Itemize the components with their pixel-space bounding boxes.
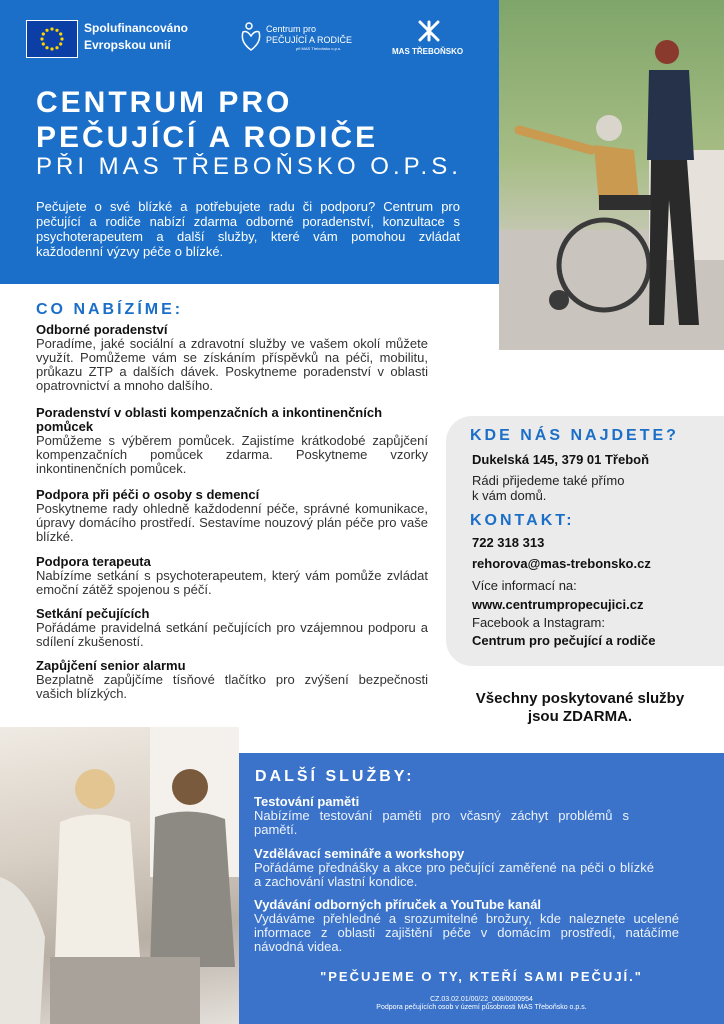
service-item — [36, 406, 428, 476]
service-description: Pořádáme pravidelná setkání pečujících pro vzájemnou podporu a sdílení zkušeností. — [36, 620, 428, 649]
intro-paragraph: Pečujete o své blízké a potřebujete radu či podporu? Centrum pro pečující a rodiče nabízí zdarma odborné poradenství, konzultace s psychoterapeutem a další služby, které vám pomohou zvládat každodenní výzvy péče o blízké. — [36, 199, 460, 259]
slogan: "PEČUJEME O TY, KTEŘÍ SAMI PEČUJÍ." — [320, 969, 643, 984]
service-title: Zapůjčení senior alarmu — [36, 658, 186, 673]
more-info-label: Více informací na: — [472, 578, 577, 593]
email-link[interactable]: rehorova@mas-trebonsko.cz — [472, 556, 651, 571]
service-item — [36, 488, 428, 544]
offer-heading: CO NABÍZÍME: — [36, 301, 184, 318]
service-description: Poradíme, jaké sociální a zdravotní služby ve vašem okolí můžete využít. Pomůžeme vám se získáním příspěvků na péči, mobilitu, průkazu ZTP a dalších dávek. Poskytneme poradenství v oblasti opatrovnictví a mnoho dalšího. — [36, 336, 428, 393]
website-link[interactable]: www.centrumpropecujici.cz — [472, 597, 644, 612]
social-label: Facebook a Instagram: — [472, 615, 605, 630]
service-title: Podpora při péči o osoby s demencí — [36, 487, 260, 502]
service-title: Podpora terapeuta — [36, 554, 151, 569]
location-heading: KDE NÁS NAJDETE? — [470, 427, 679, 444]
service-item — [36, 607, 428, 649]
service-description: Pomůžeme s výběrem pomůcek. Zajistíme krátkodobé zapůjčení kompenzačních pomůcek zdarma. Poskytneme vzorky inkontinenčních pomůcek. — [36, 433, 428, 476]
page-title: CENTRUM PRO PEČUJÍCÍ A RODIČE — [36, 86, 379, 154]
service-description: Bezplatně zapůjčíme tísňové tlačítko pro zvýšení bezpečnosti vašich blízkých. — [36, 672, 428, 701]
more-service-item — [254, 898, 679, 954]
more-service-description: Nabízíme testování paměti pro včasný záchyt problémů s pamětí. — [254, 808, 629, 837]
centrum-logo-icon — [240, 22, 262, 52]
service-title: Setkání pečujících — [36, 606, 150, 621]
more-service-item — [254, 795, 679, 837]
consultation-photo — [0, 727, 239, 1024]
wheelchair-photo — [499, 0, 724, 350]
more-service-title: Testování paměti — [254, 794, 360, 809]
more-services-heading: DALŠÍ SLUŽBY: — [255, 768, 415, 785]
more-service-item — [254, 847, 679, 889]
social-name[interactable]: Centrum pro pečující a rodiče — [472, 633, 656, 648]
more-service-description: Vydáváme přehledné a srozumitelné brožury, kde naleznete ucelené informace z oblasti zajištění péče v domácím prostředí, natáčíme návodná videa. — [254, 911, 679, 954]
more-service-description: Pořádáme přednášky a akce pro pečující zaměřené na péči o blízké a zachování vlastní kondice. — [254, 860, 654, 889]
service-item — [36, 659, 428, 701]
service-description: Poskytneme rady ohledně každodenní péče, správné komunikace, úpravy domácího prostředí. Sestavíme nouzový plán péče pro vaše blízké. — [36, 501, 428, 544]
page-subtitle: PŘI MAS TŘEBOŇSKO O.P.S. — [36, 153, 462, 180]
eu-cofinancing-label: Spolufinancováno Evropskou unií — [84, 21, 189, 52]
service-description: Nabízíme setkání s psychoterapeutem, který vám pomůže zvládat emoční zátěž spojenou s péčí. — [36, 568, 428, 597]
contact-heading: KONTAKT: — [470, 512, 575, 529]
more-service-title: Vzdělávací semináře a workshopy — [254, 846, 465, 861]
centrum-logo-text: Centrum pro PEČUJÍCÍ A RODIČE — [266, 24, 353, 45]
more-service-title: Vydávání odborných příruček a YouTube kanál — [254, 897, 542, 912]
service-item — [36, 555, 428, 597]
home-visit-note: Rádi přijedeme také přímo k vám domů. — [472, 473, 625, 503]
footer-project-info: CZ.03.02.01/00/22_008/0000954 Podpora pečujících osob v území působnosti MAS Třeboňsko o.p.s. — [376, 996, 587, 1011]
service-item — [36, 323, 428, 393]
address: Dukelská 145, 379 01 Třeboň — [472, 452, 650, 467]
phone-number[interactable]: 722 318 313 — [472, 535, 545, 550]
centrum-logo-subtext: při MAS Třeboňsko o.p.s. — [296, 46, 342, 51]
mas-logo-text: MAS TŘEBOŇSKO — [392, 47, 464, 56]
eu-flag-icon — [26, 20, 78, 58]
service-title: Poradenství v oblasti kompenzačních a inkontinenčních pomůcek — [36, 405, 383, 434]
service-title: Odborné poradenství — [36, 322, 168, 337]
mas-logo-icon — [418, 20, 440, 42]
free-services-note: Všechny poskytované služby jsou ZDARMA. — [475, 690, 685, 725]
